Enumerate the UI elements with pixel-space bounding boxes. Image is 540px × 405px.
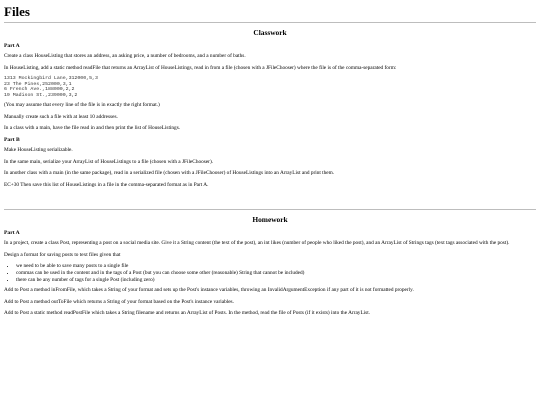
page-title: Files [4, 4, 30, 19]
list-item: • we need to be able to save many posts to a single file [16, 263, 536, 270]
paragraph: Design a format for saving posts to text files given that [4, 251, 121, 258]
list-item: • there can be any number of tags for a single Post (including zero) [16, 277, 536, 284]
paragraph: In a project, create a class Post, representing a post on a social media site. Give it a String content (the text of the post), an int likes (number of people who liked the post), and an ArrayList of Strings tags (text tags associated with the post). [4, 240, 510, 247]
paragraph: Add to Post a method inFromFile, which takes a String of your format and sets up the Post's instance variables, throwing an InvalidArgumentException if any part of it is not formatted properly. [4, 287, 414, 294]
homework-part-a-heading: Part A [4, 230, 20, 237]
paragraph: Create a class HouseListing that stores an address, an asking price, a number of bedrooms, and a number of baths. [4, 53, 246, 59]
paragraph: Add to Post a method outToFile which returns a String of your format based on the Post's instance variables. [4, 298, 234, 305]
paragraph: In the same main, serialize your ArrayList of HouseListings to a file (chosen with a JFileChooser). [4, 158, 214, 165]
paragraph: In HouseListing, add a static method readFile that returns an ArrayList of HouseListings, read in from a file (chosen with a JFileChooser) where the file is of the comma-separated form: [4, 64, 397, 71]
homework-heading: Homework [252, 215, 288, 225]
paragraph: Manually create such a file with at least 10 addresses. [4, 113, 118, 120]
paragraph: (You may assume that every line of the file is in exactly the right format.) [4, 102, 160, 109]
list-item: • commas can be used in the content and in the tags of a Post (but you can choose some other (reasonable) String that cannot be included) [16, 270, 536, 277]
code-sample: 1313 Mockingbird Lane,312000,5,3 23 The Pines,252000,3,1 6 French Ave.,188000,2,2 19 Madison St.,239000,3,2 [4, 76, 98, 98]
extra-credit-paragraph: EC+30 Then save this list of HouseListings in a file in the comma-separated format as in Part A. [4, 181, 209, 188]
classwork-part-a-heading: Part A [4, 43, 20, 49]
paragraph: Add to Post a static method readPostFile which takes a String filename and returns an ArrayList of Posts. In the method, read the file of Posts (if it exists) into the ArrayList. [4, 310, 371, 317]
classwork-part-b-heading: Part B [4, 137, 20, 144]
bullet-list [4, 263, 536, 283]
divider [4, 209, 536, 210]
paragraph: In another class with a main (in the same package), read in a serialized file (chosen with a JFileChooser) of HouseListings into an ArrayList and print them. [4, 170, 335, 177]
paragraph: In a class with a main, have the file read in and then print the list of HouseListings. [4, 125, 181, 132]
classwork-heading: Classwork [253, 28, 287, 37]
divider [4, 22, 536, 23]
paragraph: Make HouseListing serializable. [4, 147, 73, 154]
